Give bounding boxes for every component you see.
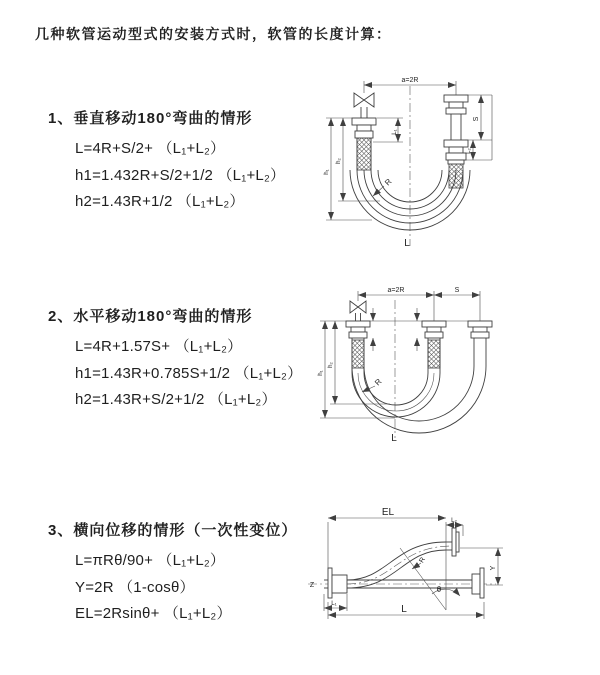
dim-label-s: S <box>454 287 460 294</box>
displaced-hose <box>347 542 452 588</box>
length-label: L <box>401 604 407 615</box>
length-label: L <box>391 433 397 444</box>
section-lateral-displacement <box>48 522 297 628</box>
length-label: L <box>404 238 410 249</box>
dimension-lines <box>320 291 480 418</box>
hose-arcs <box>352 338 486 433</box>
dim-label-y: Y <box>490 565 497 571</box>
dim-label-a2r: a=2R <box>387 287 405 294</box>
formula-line: L=πRθ/90+ （L₁+L₂） <box>75 552 226 569</box>
dim-label-h1: h₁ <box>317 370 324 376</box>
radius-label: R <box>373 377 384 388</box>
formula-line: Y=2R （1-cosθ） <box>75 578 195 596</box>
formula-line: L=4R+1.57S+ （L₁+L₂） <box>75 338 243 355</box>
formula-line: L=4R+S/2+ （L₁+L₂） <box>75 140 226 157</box>
dim-label-l2: L₂ <box>465 148 472 154</box>
dim-label-h1: h₁ <box>323 169 330 175</box>
section-vertical-180 <box>48 110 285 216</box>
diagram-vertical-180-bend <box>310 68 600 263</box>
datum-z-label: Z <box>309 582 315 589</box>
diagram-lateral-displacement <box>300 498 600 658</box>
dim-label-l1: L₁ <box>331 600 337 607</box>
dim-label-a2r: a=2R <box>401 77 419 84</box>
section-heading: 1、垂直移动180°弯曲的情形 <box>48 110 253 127</box>
formula-line: h1=1.43R+0.785S+1/2 （L₁+L₂） <box>75 364 303 382</box>
radius-label: R <box>418 556 427 565</box>
section-heading: 2、水平移动180°弯曲的情形 <box>48 308 253 325</box>
section-horizontal-180 <box>48 308 302 414</box>
section-heading: 3、横向位移的情形（一次性变位） <box>48 522 298 539</box>
formula-line: h2=1.43R+1/2 （L₁+L₂） <box>75 193 245 210</box>
page-title: 几种软管运动型式的安装方式时，软管的长度计算： <box>35 26 392 42</box>
flange <box>352 118 376 138</box>
dim-label-h2: h₂ <box>327 362 334 368</box>
angle-theta-label: θ <box>436 585 442 594</box>
radius-label: R <box>383 177 394 188</box>
valve-icon <box>354 93 374 107</box>
valve-icon <box>350 301 366 313</box>
pipe-to-valve <box>361 107 367 118</box>
braided-hose <box>352 340 440 368</box>
formula-line: EL=2Rsinθ+ （L₁+L₂） <box>75 605 232 622</box>
dim-label-s: S <box>473 116 480 122</box>
dim-label-l1: L₁ <box>391 129 398 135</box>
flange <box>346 321 492 338</box>
diagram-horizontal-180-bend <box>310 278 600 463</box>
formula-line: h1=1.432R+S/2+1/2 （L₁+L₂） <box>75 166 286 184</box>
dim-label-el: EL <box>381 507 395 518</box>
original-position-pipe <box>347 568 484 598</box>
dim-label-l2: L₂ <box>451 517 457 524</box>
formula-line: h2=1.43R+S/2+1/2 （L₁+L₂） <box>75 391 277 408</box>
pipe-to-valve <box>356 313 361 321</box>
dim-label-h2: h₂ <box>335 158 342 164</box>
dimension-lines <box>324 518 503 619</box>
